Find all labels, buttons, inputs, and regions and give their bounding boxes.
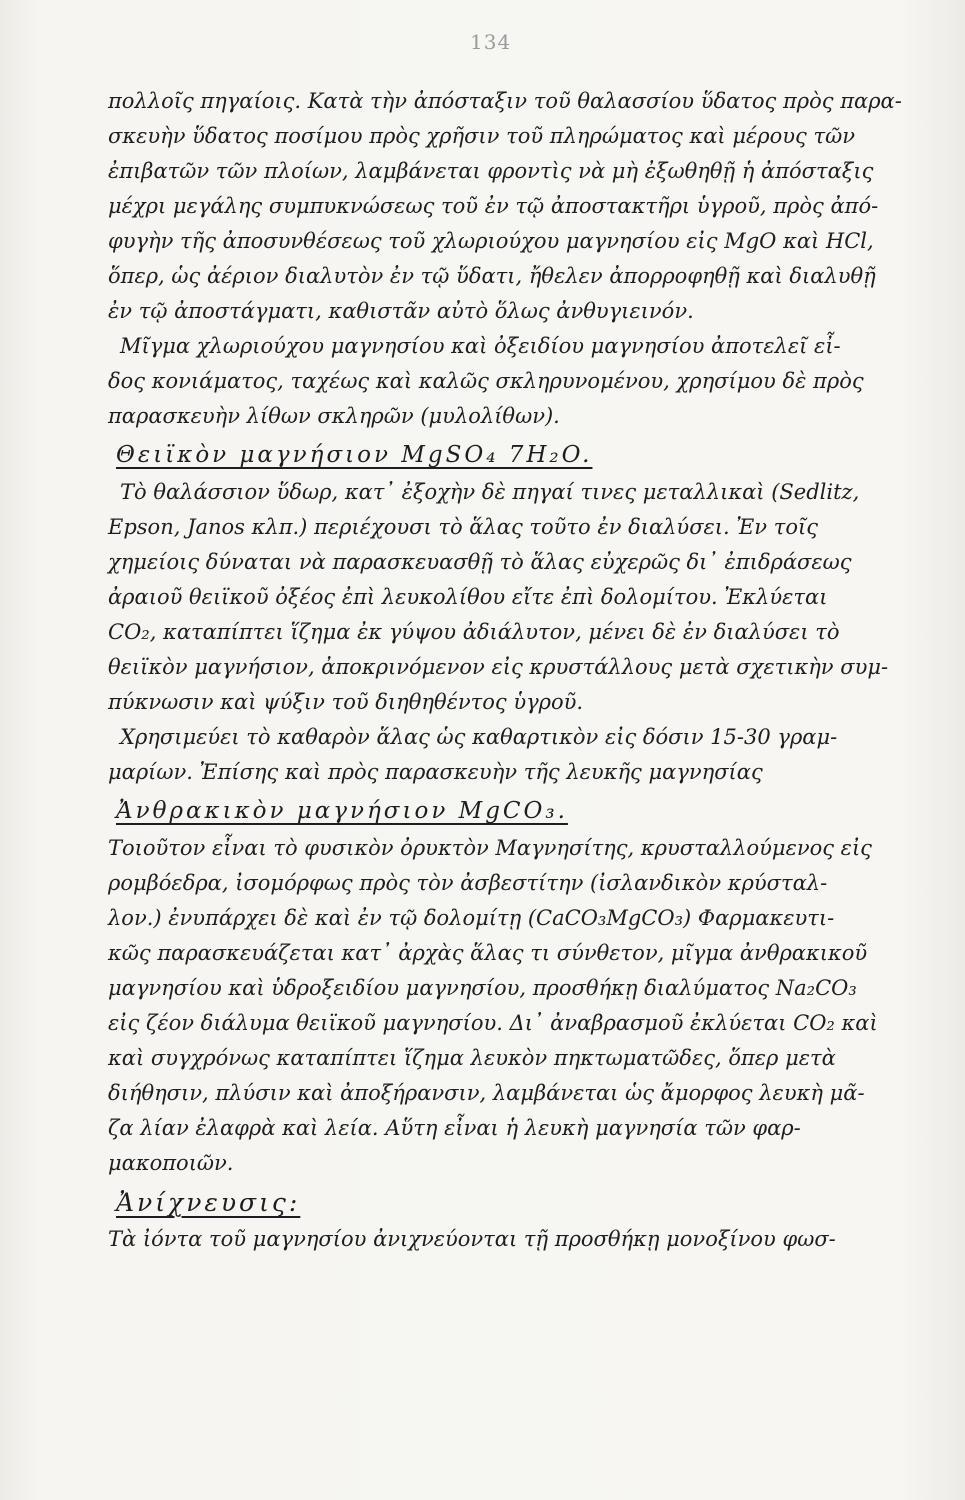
- paragraph-first-line: Τὸ θαλάσσιον ὕδωρ, κατ᾽ ἐξοχὴν δὲ πηγαί τινες μεταλλικαὶ (Sedlitz,: [120, 480, 860, 504]
- text-line: μαγνησίου καὶ ὑδροξειδίου μαγνησίου, προσθήκῃ διαλύματος Na₂CO₃: [108, 976, 857, 1000]
- text-line: ἐν τῷ ἀποστάγματι, καθιστᾶν αὐτὸ ὅλως ἀνθυγιεινόν.: [108, 299, 694, 323]
- text-line: μακοποιῶν.: [108, 1151, 234, 1175]
- text-line: καὶ συγχρόνως καταπίπτει ἵζημα λευκὸν πηκτωματῶδες, ὅπερ μετὰ: [108, 1046, 836, 1070]
- text-line: ζα λίαν ἐλαφρὰ καὶ λεία. Αὕτη εἶναι ἡ λευκὴ μαγνησία τῶν φαρ-: [108, 1116, 801, 1140]
- text-line: δος κονιάματος, ταχέως καὶ καλῶς σκληρυνομένου, χρησίμου δὲ πρὸς: [108, 369, 864, 393]
- text-line: μαρίων. Ἐπίσης καὶ πρὸς παρασκευὴν τῆς λευκῆς μαγνησίας: [108, 760, 763, 784]
- section-heading: Θειϊκὸν μαγνήσιον MgSO₄ 7H₂O.: [116, 442, 593, 468]
- text-line: παρασκευὴν λίθων σκληρῶν (μυλολίθων).: [108, 404, 560, 428]
- text-line: φυγὴν τῆς ἀποσυνθέσεως τοῦ χλωριούχου μαγνησίου εἰς MgO καὶ HCl,: [108, 229, 874, 253]
- text-line: πολλοῖς πηγαίοις. Κατὰ τὴν ἀπόσταξιν τοῦ θαλασσίου ὕδατος πρὸς παρα-: [108, 89, 902, 113]
- handwritten-text-body: [108, 84, 908, 1257]
- text-line: κῶς παρασκευάζεται κατ᾽ ἀρχὰς ἅλας τι σύνθετον, μῖγμα ἀνθρακικοῦ: [108, 941, 868, 965]
- text-line: θειϊκὸν μαγνήσιον, ἀποκρινόμενον εἰς κρυστάλλους μετὰ σχετικὴν συμ-: [108, 655, 889, 679]
- section-heading: Ἀνθρακικὸν μαγνήσιον MgCO₃.: [116, 798, 568, 824]
- text-line: σκευὴν ὕδατος ποσίμου πρὸς χρῆσιν τοῦ πληρώματος καὶ μέρους τῶν: [108, 124, 855, 148]
- paragraph-first-line: Μῖγμα χλωριούχου μαγνησίου καὶ ὀξειδίου μαγνησίου ἀποτελεῖ εἶ-: [120, 334, 841, 358]
- paragraph-first-line: Χρησιμεύει τὸ καθαρὸν ἅλας ὡς καθαρτικὸν εἰς δόσιν 15-30 γραμ-: [120, 725, 838, 749]
- text-line: Τὰ ἰόντα τοῦ μαγνησίου ἀνιχνεύονται τῇ προσθήκῃ μονοξίνου φωσ-: [108, 1227, 836, 1251]
- text-line: εἰς ζέον διάλυμα θειϊκοῦ μαγνησίου. Δι᾽ ἀναβρασμοῦ ἐκλύεται CO₂ καὶ: [108, 1011, 878, 1035]
- text-line: μέχρι μεγάλης συμπυκνώσεως τοῦ ἐν τῷ ἀποστακτῆρι ὑγροῦ, πρὸς ἀπό-: [108, 194, 879, 218]
- text-line: ρομβόεδρα, ἰσομόρφως πρὸς τὸν ἀσβεστίτην (ἰσλανδικὸν κρύσταλ-: [108, 871, 828, 895]
- text-line: διήθησιν, πλύσιν καὶ ἀποξήρανσιν, λαμβάνεται ὡς ἄμορφος λευκὴ μᾶ-: [108, 1081, 865, 1105]
- text-line: ὅπερ, ὡς ἀέριον διαλυτὸν ἐν τῷ ὕδατι, ἤθελεν ἀπορροφηθῇ καὶ διαλυθῇ: [108, 264, 876, 288]
- text-line: Τοιοῦτον εἶναι τὸ φυσικὸν ὀρυκτὸν Μαγνησίτης, κρυσταλλούμενος εἰς: [108, 836, 872, 860]
- text-line: CO₂, καταπίπτει ἵζημα ἐκ γύψου ἀδιάλυτον, μένει δὲ ἐν διαλύσει τὸ: [108, 620, 840, 644]
- text-line: λον.) ἐνυπάρχει δὲ καὶ ἐν τῷ δολομίτῃ (CaCO₃MgCO₃) Φαρμακευτι-: [108, 906, 835, 930]
- text-line: Epson, Janos κλπ.) περιέχουσι τὸ ἅλας τοῦτο ἐν διαλύσει. Ἐν τοῖς: [108, 515, 819, 539]
- text-line: ἀραιοῦ θειϊκοῦ ὀξέος ἐπὶ λευκολίθου εἴτε ἐπὶ δολομίτου. Ἐκλύεται: [108, 585, 828, 609]
- text-line: πύκνωσιν καὶ ψύξιν τοῦ διηθηθέντος ὑγροῦ.: [108, 690, 584, 714]
- page-number: 134: [470, 30, 512, 54]
- text-line: ἐπιβατῶν τῶν πλοίων, λαμβάνεται φροντὶς νὰ μὴ ἐξωθηθῇ ἡ ἀπόσταξις: [108, 159, 874, 183]
- text-line: χημείοις δύναται νὰ παρασκευασθῇ τὸ ἅλας εὐχερῶς δι᾽ ἐπιδράσεως: [108, 550, 852, 574]
- section-heading: Ἀνίχνευσις:: [116, 1188, 301, 1217]
